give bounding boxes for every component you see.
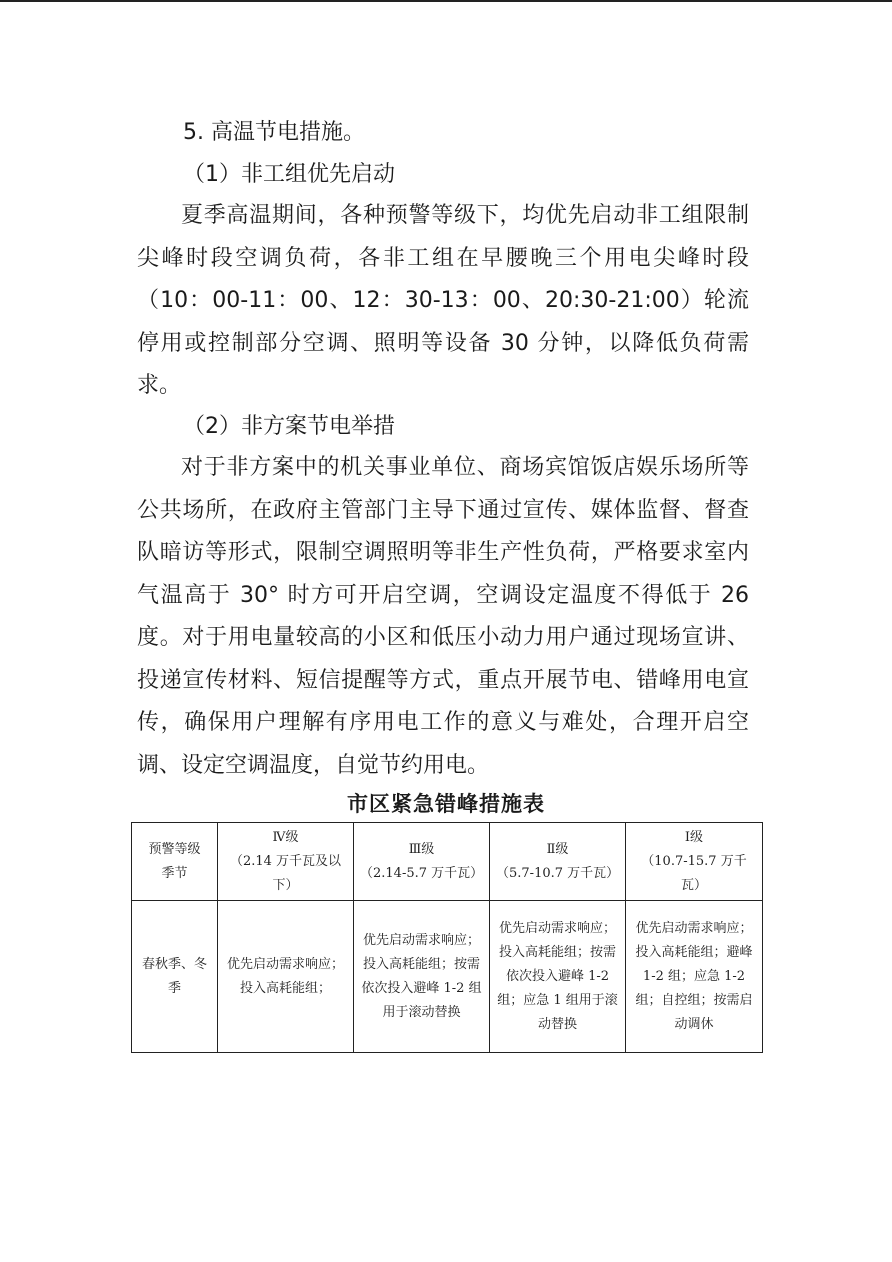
section-heading: 5. 高温节电措施。 (183, 120, 365, 145)
corner-label-level: 预警等级 (148, 841, 201, 857)
header-level-3 (354, 823, 490, 901)
table-header-row (132, 823, 763, 901)
measure-cell-level-4: 优先启动需求响应；投入高耗能组； (218, 901, 354, 1053)
level-name: Ⅲ级 (408, 841, 435, 857)
level-range: （10.7-15.7 万千瓦） (641, 853, 747, 893)
measure-cell-level-3: 优先启动需求响应；投入高耗能组；按需依次投入避峰 1-2 组用于滚动替换 (354, 901, 490, 1053)
corner-cell (132, 823, 218, 901)
corner-label-season: 季节 (161, 865, 188, 881)
subsection-heading-1: （1）非工组优先启动 (183, 162, 395, 187)
season-cell: 春秋季、冬季 (132, 901, 218, 1053)
peak-shift-table (131, 822, 763, 1053)
level-range: （2.14-5.7 万千瓦） (360, 865, 484, 881)
level-name: Ⅰ级 (684, 829, 704, 845)
level-range: （2.14 万千瓦及以下） (229, 853, 342, 893)
level-name: Ⅱ级 (546, 841, 569, 857)
paragraph-1: 夏季高温期间，各种预警等级下，均优先启动非工组限制尖峰时段空调负荷，各非工组在早腰晚三个用电尖峰时段（10：00-11：00、12：30-13：00、20:30-21:00）轮流停用或控制部分空调、照明等设备 30 分钟，以降低负荷需求。 (137, 203, 749, 398)
header-level-2 (490, 823, 626, 901)
measure-cell-level-2: 优先启动需求响应；投入高耗能组；按需依次投入避峰 1-2 组；应急 1 组用于滚动替换 (490, 901, 626, 1053)
header-level-1 (626, 823, 763, 901)
page-top-border (0, 0, 892, 2)
paragraph-2: 对于非方案中的机关事业单位、商场宾馆饭店娱乐场所等公共场所，在政府主管部门主导下通过宣传、媒体监督、督查队暗访等形式，限制空调照明等非生产性负荷，严格要求室内气温高于 30° 时方可开启空调，空调设定温度不得低于 26 度。对于用电量较高的小区和低压小动力用户通过现场宣讲、投递宣传材料、短信提醒等方式，重点开展节电、错峰用电宣传，确保用户理解有序用电工作的意义与难处，合理开启空调、设定空调温度，自觉节约用电。 (137, 455, 749, 778)
level-range: （5.7-10.7 万千瓦） (496, 865, 620, 881)
table-title: 市区紧急错峰措施表 (347, 791, 545, 816)
header-level-4 (218, 823, 354, 901)
measure-cell-level-1: 优先启动需求响应；投入高耗能组；避峰 1-2 组；应急 1-2 组；自控组；按需启动调休 (626, 901, 763, 1053)
subsection-heading-2: （2）非方案节电举措 (183, 414, 395, 439)
level-name: Ⅳ级 (272, 829, 299, 845)
table-row-autumn-winter (132, 901, 763, 1053)
